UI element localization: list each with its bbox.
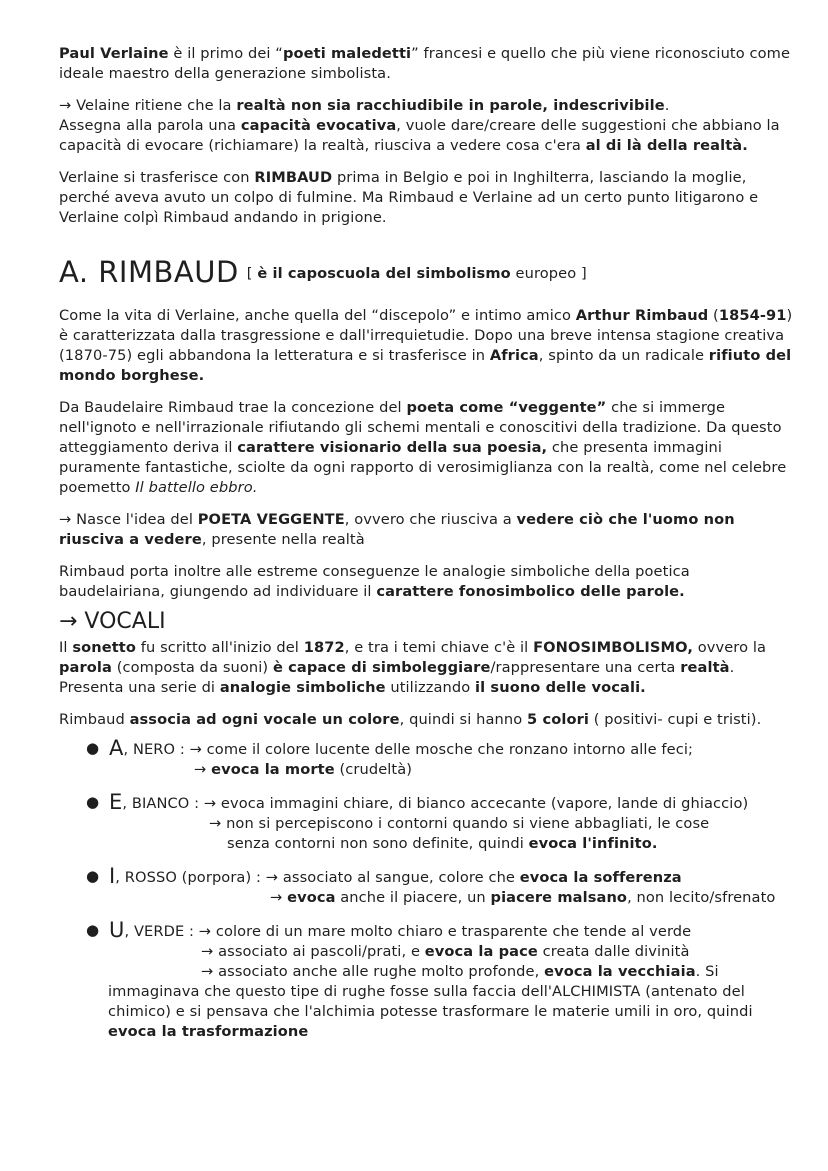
- text: ” francesi e quello che più viene riconosciuto come ideale maestro della generazione simbolista.: [59, 45, 791, 82]
- list-item-vowel-e: [59, 792, 799, 854]
- section-heading-rimbaud: [59, 254, 799, 292]
- text: (crudeltà): [334, 761, 413, 778]
- text: → Velaine ritiene che la: [59, 97, 237, 114]
- vowel-letter: U: [109, 918, 125, 942]
- text: , quindi si hanno: [399, 711, 528, 728]
- bold-text: poeti maledetti: [282, 45, 412, 62]
- text: ovvero la: [692, 639, 767, 656]
- text: ( positivi- cupi e tristi).: [588, 711, 762, 728]
- text: , spinto da un radicale: [538, 347, 709, 364]
- text: che si immerge nell'ignoto e nell'irrazionale rifiutando gli schemi mentali e conoscitivi della tradizione. Da questo atteggiamento deriva il: [59, 399, 782, 456]
- text: Il: [59, 639, 73, 656]
- section-heading-vocali: → VOCALI: [59, 609, 166, 634]
- text: .: [664, 97, 670, 114]
- vowel-list: [59, 738, 799, 1042]
- bold-text: Arthur Rimbaud: [575, 307, 709, 324]
- italic-text: Il battello ebbro.: [135, 479, 258, 496]
- paragraph-sonetto: [59, 638, 799, 698]
- paragraph-poeta-veggente: [59, 398, 799, 498]
- bold-text: 5 colori: [527, 711, 589, 728]
- text: Da Baudelaire Rimbaud trae la concezione del: [59, 399, 407, 416]
- bold-text: evoca la morte: [211, 761, 335, 778]
- text: (composta da suoni): [111, 659, 273, 676]
- bold-text: RIMBAUD: [254, 169, 333, 186]
- bullet-icon: ●: [86, 921, 100, 939]
- bold-text: evoca: [287, 889, 336, 906]
- bold-text: FONOSIMBOLISMO,: [533, 639, 693, 656]
- text: → come il colore lucente delle mosche che ronzano intorno alle feci;: [184, 741, 694, 758]
- document-page: [59, 44, 799, 1054]
- bold-text: è il caposcuola del simbolismo: [257, 265, 511, 282]
- bold-text: realtà: [680, 659, 730, 676]
- text: anche il piacere, un: [335, 889, 491, 906]
- paragraph-verlaine-rimbaud: [59, 168, 799, 228]
- text: [: [246, 265, 258, 282]
- text: , e tra i temi chiave c'è il: [344, 639, 534, 656]
- text: Come la vita di Verlaine, anche quella del “discepolo” e intimo amico: [59, 307, 576, 324]
- list-item-vowel-i: [59, 866, 799, 908]
- bullet-icon: ●: [86, 739, 100, 757]
- text: . Presenta una serie di: [59, 659, 735, 696]
- text: europeo ]: [510, 265, 587, 282]
- paragraph-rimbaud-life: [59, 306, 799, 386]
- paragraph-verlaine-intro: [59, 44, 799, 84]
- text: → associato anche alle rughe molto profonde,: [201, 963, 545, 980]
- heading-title: A. RIMBAUD: [59, 255, 239, 289]
- text: Assegna alla parola una: [59, 117, 241, 134]
- vowel-letter: E: [109, 790, 123, 814]
- bullet-icon: ●: [86, 793, 100, 811]
- bold-text: vedere ciò che l'uomo non riusciva a vedere: [59, 511, 735, 548]
- bold-text: piacere malsano: [490, 889, 628, 906]
- heading-subtitle: [247, 265, 587, 282]
- text: → Nasce l'idea del: [59, 511, 198, 528]
- bold-text: evoca la pace: [424, 943, 538, 960]
- text: → colore di un mare molto chiaro e trasparente che tende al verde: [194, 923, 692, 940]
- vowel-color: , NERO :: [123, 741, 185, 758]
- text: → associato ai pascoli/prati, e: [201, 943, 425, 960]
- list-item-vowel-u: [59, 920, 799, 1042]
- text: →: [270, 889, 288, 906]
- bold-text: 1854-91: [718, 307, 787, 324]
- paragraph-fonosimbolico: [59, 562, 799, 602]
- text: utilizzando: [385, 679, 476, 696]
- bold-text: Africa: [489, 347, 539, 364]
- text: . Si: [695, 963, 719, 980]
- bold-text: al di là della realtà.: [585, 137, 748, 154]
- text: prima in Belgio e poi in Inghilterra, lasciando la moglie, perché aveva avuto un colpo di fulmine. Ma Rimbaud e Verlaine ad un certo punto litigarono e Verlaine colpì Rimbaud andando in prigione.: [59, 169, 759, 226]
- text: , presente nella realtà: [201, 531, 365, 548]
- text: (: [708, 307, 719, 324]
- bold-text: evoca l'infinito.: [528, 835, 658, 852]
- text: Verlaine si trasferisce con: [59, 169, 255, 186]
- text: → associato al sangue, colore che: [261, 869, 520, 886]
- bullet-icon: ●: [86, 867, 100, 885]
- bold-text: evoca la trasformazione: [108, 1023, 309, 1040]
- paragraph-verlaine-reality: [59, 96, 799, 156]
- text: Rimbaud porta inoltre alle estreme conseguenze le analogie simboliche della poetica baudelairiana, giungendo ad individuare il: [59, 563, 690, 600]
- text: → evoca immagini chiare, di bianco accecante (vapore, lande di ghiaccio): [199, 795, 749, 812]
- text: /rappresentare una certa: [490, 659, 681, 676]
- vowel-color: , VERDE :: [124, 923, 195, 940]
- text: che presenta immagini puramente fantastiche, sciolte da ogni rapporto di verosimiglianza con la realtà, come nel celebre poemetto: [59, 439, 787, 496]
- paragraph-idea-veggente: [59, 510, 799, 550]
- vowel-color: , BIANCO :: [122, 795, 200, 812]
- text: →: [194, 761, 212, 778]
- bold-text: sonetto: [72, 639, 136, 656]
- bold-text: poeta come “veggente”: [406, 399, 607, 416]
- text: immaginava che questo tipe di rughe fosse sulla faccia dell'ALCHIMISTA (antenato del chimico) e si pensava che l'alchimia potesse trasformare le materie umili in oro, quindi: [108, 983, 753, 1020]
- bold-text: POETA VEGGENTE: [197, 511, 345, 528]
- vowel-letter: I: [109, 864, 116, 888]
- vowel-letter: A: [109, 736, 124, 760]
- bold-text: capacità evocativa: [240, 117, 397, 134]
- bold-text: 1872: [303, 639, 345, 656]
- text: , vuole dare/creare delle suggestioni che abbiano la capacità di evocare (richiamare) la realtà, riusciva a vedere cosa c'era: [59, 117, 780, 154]
- text: Rimbaud: [59, 711, 130, 728]
- text: fu scritto all'inizio del: [136, 639, 304, 656]
- bold-text: evoca la vecchiaia: [544, 963, 696, 980]
- text: → non si percepiscono i contorni quando si viene abbagliati, le cose: [209, 815, 710, 832]
- bold-text: carattere fonosimbolico delle parole.: [376, 583, 685, 600]
- bold-text: parola: [59, 659, 112, 676]
- bold-text: è capace di simboleggiare: [272, 659, 491, 676]
- list-item-vowel-a: [59, 738, 799, 780]
- text: è il primo dei “: [168, 45, 283, 62]
- bold-text: rifiuto del mondo borghese.: [59, 347, 792, 384]
- bold-text: realtà non sia racchiudibile in parole, indescrivibile: [236, 97, 665, 114]
- bold-text: il suono delle vocali.: [475, 679, 646, 696]
- bold-text: analogie simboliche: [219, 679, 386, 696]
- vowel-color: , ROSSO (porpora) :: [115, 869, 262, 886]
- text: senza contorni non sono definite, quindi: [227, 835, 529, 852]
- bold-text: associa ad ogni vocale un colore: [129, 711, 400, 728]
- text: ) è caratterizzata dalla trasgressione e dall'irrequietudie. Dopo una breve intensa stagione creativa (1870-75) egli abbandona la letteratura e si trasferisce in: [59, 307, 793, 364]
- text: , ovvero che riusciva a: [344, 511, 517, 528]
- bold-text: carattere visionario della sua poesia,: [237, 439, 548, 456]
- bold-text: evoca la sofferenza: [519, 869, 682, 886]
- text: , non lecito/sfrenato: [627, 889, 776, 906]
- text: creata dalle divinità: [537, 943, 690, 960]
- paragraph-colori: [59, 710, 799, 730]
- bold-text: Paul Verlaine: [59, 45, 169, 62]
